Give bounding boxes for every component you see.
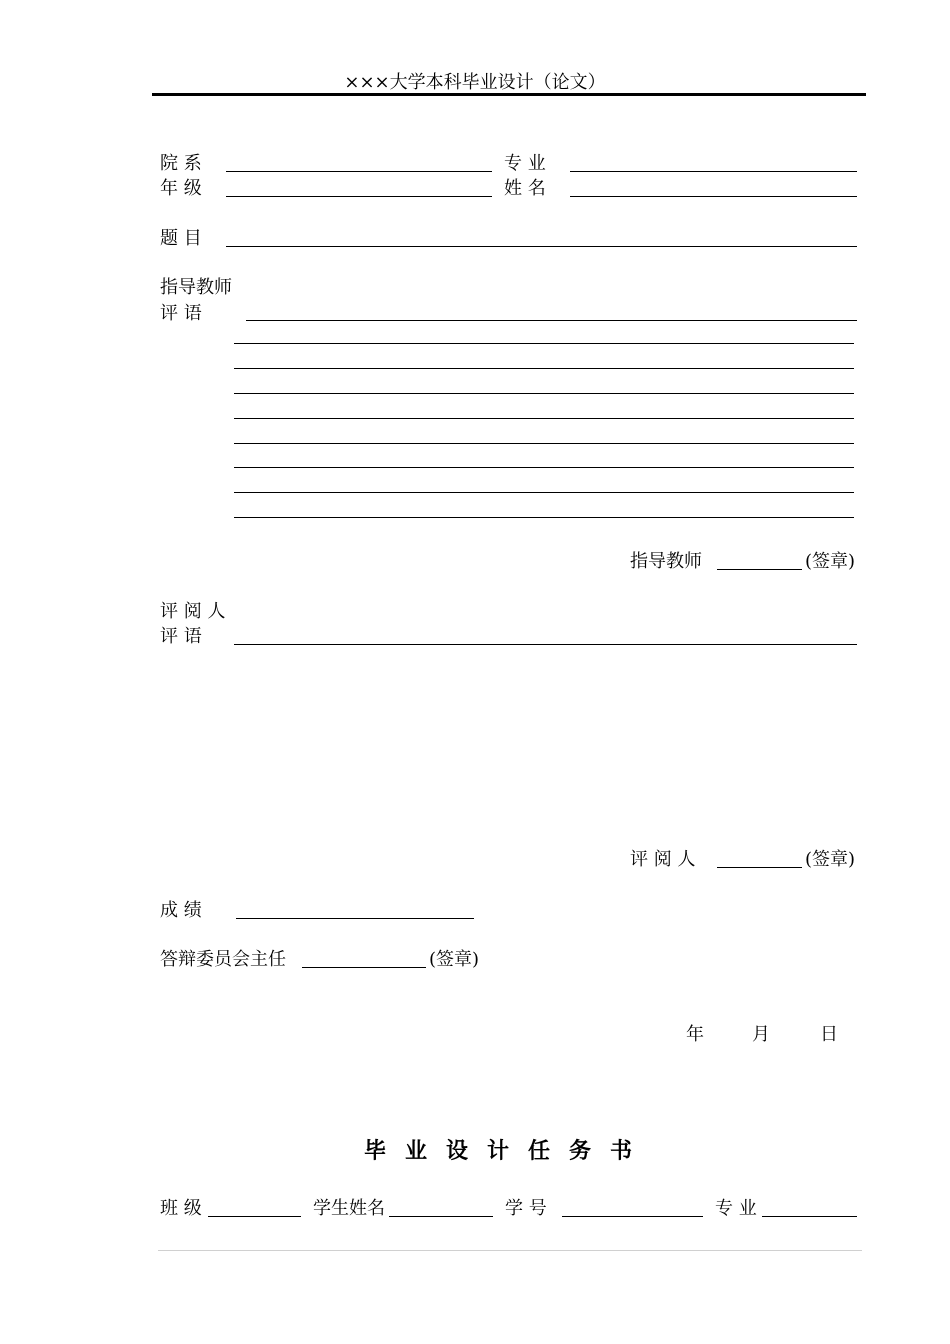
class-field[interactable] bbox=[208, 1216, 301, 1217]
advisor-comment-line[interactable] bbox=[234, 517, 854, 518]
grade-label: 年 级 bbox=[160, 178, 202, 199]
date-day: 日 bbox=[820, 1024, 838, 1045]
reviewer-sign-label: 评 阅 人 bbox=[630, 849, 696, 870]
advisor-sign-label: 指导教师 bbox=[630, 551, 702, 572]
advisor-sign-suffix: (签章) bbox=[805, 551, 856, 572]
advisor-comment-line[interactable] bbox=[234, 492, 854, 493]
advisor-comment-line[interactable] bbox=[234, 467, 854, 468]
grade-field[interactable] bbox=[226, 196, 492, 197]
class-label: 班 级 bbox=[160, 1198, 202, 1219]
student-name-field[interactable] bbox=[389, 1216, 493, 1217]
major-label: 专 业 bbox=[504, 153, 546, 174]
task-book-title: 毕业设计任务书 bbox=[364, 1138, 652, 1164]
committee-chair-label: 答辩委员会主任 bbox=[160, 949, 286, 970]
page-header-title: ×××大学本科毕业设计（论文） bbox=[344, 72, 606, 93]
reviewer-comment-label: 评 语 bbox=[160, 626, 202, 647]
date-year: 年 bbox=[686, 1024, 704, 1045]
footer-rule bbox=[158, 1250, 862, 1251]
advisor-comment-line[interactable] bbox=[234, 443, 854, 444]
department-label: 院 系 bbox=[160, 153, 202, 174]
header-rule bbox=[152, 93, 866, 96]
advisor-sign-field[interactable] bbox=[717, 569, 802, 570]
reviewer-sign-suffix: (签章) bbox=[805, 849, 856, 870]
committee-sign-field[interactable] bbox=[302, 967, 426, 968]
advisor-comment-line[interactable] bbox=[234, 393, 854, 394]
score-label: 成 绩 bbox=[160, 900, 202, 921]
advisor-comment-line[interactable] bbox=[234, 418, 854, 419]
advisor-comment-label: 评 语 bbox=[160, 303, 202, 324]
student-name-label: 学生姓名 bbox=[313, 1198, 385, 1219]
score-field[interactable] bbox=[236, 918, 474, 919]
advisor-comment-line[interactable] bbox=[234, 368, 854, 369]
reviewer-label: 评 阅 人 bbox=[160, 601, 226, 622]
name-label: 姓 名 bbox=[504, 178, 546, 199]
student-id-field[interactable] bbox=[562, 1216, 703, 1217]
major-field[interactable] bbox=[570, 171, 857, 172]
reviewer-sign-field[interactable] bbox=[717, 867, 802, 868]
task-major-field[interactable] bbox=[762, 1216, 857, 1217]
topic-field[interactable] bbox=[226, 246, 857, 247]
advisor-label: 指导教师 bbox=[160, 277, 232, 298]
advisor-comment-line[interactable] bbox=[234, 343, 854, 344]
student-id-label: 学 号 bbox=[505, 1198, 547, 1219]
committee-sign-suffix: (签章) bbox=[429, 949, 480, 970]
task-major-label: 专 业 bbox=[715, 1198, 757, 1219]
name-field[interactable] bbox=[570, 196, 857, 197]
advisor-comment-line[interactable] bbox=[246, 320, 857, 321]
reviewer-comment-field[interactable] bbox=[234, 644, 857, 645]
department-field[interactable] bbox=[226, 171, 492, 172]
date-month: 月 bbox=[752, 1024, 770, 1045]
topic-label: 题 目 bbox=[160, 228, 202, 249]
